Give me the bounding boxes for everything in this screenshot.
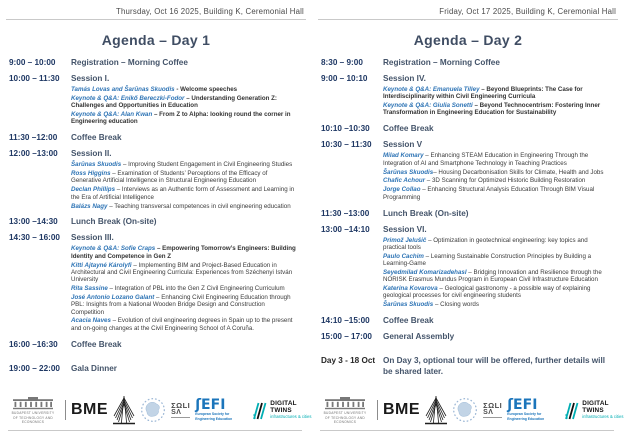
page-title: Agenda – Day 2	[413, 32, 523, 48]
row-content	[71, 58, 312, 68]
time-range: 9:00 – 10:00	[9, 58, 56, 67]
talk-title: – Teaching transversal competences in civil engineering education	[107, 202, 291, 210]
session-title: Session II.	[71, 149, 112, 159]
event-label: Coffee Break	[383, 124, 434, 134]
event-label: Lunch Break (On-site)	[383, 208, 469, 218]
session-title: Session V	[383, 140, 423, 150]
talk-item	[383, 102, 611, 117]
talk-title: – Improving Student Engagement in Civil Engineering Studies	[121, 161, 293, 169]
speaker-name: Keynote & Q&A: Alan Kwan	[71, 111, 153, 119]
page-title: Agenda – Day 1	[101, 32, 211, 48]
bme-caption-line1: BUDAPEST UNIVERSITY	[323, 410, 367, 415]
talk-item	[71, 203, 299, 210]
eclisa-line2: SΛ	[171, 409, 190, 418]
university-building-icon	[325, 397, 365, 410]
agenda-row-session	[312, 140, 624, 202]
agenda-row-session	[312, 225, 624, 311]
talk-item	[71, 245, 299, 260]
talk-item	[383, 237, 611, 252]
footer-divider	[320, 430, 614, 431]
agenda-rows	[312, 58, 624, 383]
talk-title: – Geological gastronomy - a possible way of explaining geological processes for civil engineering students	[383, 285, 591, 300]
europe-map-icon	[140, 397, 166, 423]
time-range: 9:00 – 10:10	[321, 74, 368, 83]
agenda-row-event	[312, 316, 624, 326]
bme-caption-line2: OF TECHNOLOGY AND ECONOMICS	[12, 415, 54, 424]
time-range: 19:00 – 22:00	[9, 363, 60, 373]
sefi-logo	[507, 399, 559, 420]
agenda-row-session	[0, 149, 312, 211]
dt-caption: infrastructures & cities	[270, 414, 312, 420]
bme-caption-line2: OF TECHNOLOGY AND ECONOMICS	[324, 415, 366, 424]
time-range: 15:00 – 17:00	[321, 332, 372, 342]
europe-map-icon	[452, 397, 478, 423]
bme-university-logo	[6, 397, 60, 424]
speaker-name: Balázs Nagy	[71, 202, 108, 210]
talk-item	[71, 262, 299, 284]
dt-caption: infrastructures & cities	[582, 414, 624, 420]
talk-item	[71, 186, 299, 201]
eclisa-line1: ΣΩLI	[171, 401, 191, 411]
header-divider	[6, 19, 306, 20]
sefi-wordmark: ʃEFI	[195, 397, 226, 414]
session-title: Session IV.	[383, 74, 426, 83]
row-content	[383, 74, 624, 118]
page-header-date: Friday, Oct 17 2025, Building K, Ceremonial Hall	[439, 7, 616, 16]
digital-twins-text	[270, 401, 311, 420]
row-content	[383, 209, 624, 219]
agenda-row-event	[0, 58, 312, 68]
time-range: 11:30 –13:00	[321, 208, 370, 218]
page-footer	[312, 393, 624, 434]
row-content	[383, 356, 624, 377]
row-content	[71, 149, 312, 211]
row-content	[71, 217, 312, 227]
speaker-name: Acacia Naves	[71, 317, 111, 325]
speaker-name: Milad Komary	[383, 152, 424, 160]
bme-abbrev-logo: BME	[383, 401, 421, 418]
page-header-date: Thursday, Oct 16 2025, Building K, Ceremonial Hall	[116, 7, 304, 16]
speaker-name: Keynote & Q&A: Emanuela Tilley	[383, 86, 480, 93]
session-title: Session VI.	[383, 224, 427, 234]
talk-title: – Interviews as an Authentic form of Assessment and Learning in the Era of Artificial Intelligence	[71, 186, 295, 201]
eclisa-partner-logo	[483, 402, 502, 418]
talk-title: – Enhancing Civil Engineering Education through PBL: Insights from a National Wooden Bridge Design and Construction Competition	[71, 293, 291, 316]
agenda-row-session	[0, 74, 312, 127]
event-label: On Day 3, optional tour will be offered, further details will be shared later.	[383, 356, 605, 376]
speaker-name: Tamás Lovas and Šarūnas Skuodis	[71, 86, 175, 93]
dt-line2: TWINS	[582, 406, 604, 414]
digital-twins-logo	[564, 400, 623, 420]
talk-item	[383, 253, 611, 268]
agenda-page-day2	[312, 0, 624, 434]
talk-title: – Optimization in geotechnical engineering: key topics and practical tools	[383, 236, 588, 251]
time-range: 14:30 – 16:00	[9, 233, 60, 243]
event-label: Coffee Break	[71, 133, 122, 143]
talk-title: – Implementing BIM and Project-Based Education in Architectural and Civil Engineering Curricula: Experiences from Széchenyi István University	[71, 261, 293, 284]
talk-item	[383, 152, 611, 167]
talk-item	[71, 170, 299, 185]
agenda-row-event	[312, 124, 624, 134]
talk-title: – Empowering Tomorrow’s Engineers: Building Identity and Competence in Gen Z	[71, 245, 296, 260]
time-range: 14:10 –15:00	[321, 316, 370, 326]
time-range: 11:30 –12:00	[9, 133, 58, 143]
talk-title: – Bridging Innovation and Resilience through the NORISK Erasmus Mundus Program in European Civil Infrastructure Education	[383, 268, 602, 284]
event-label: Registration – Morning Coffee	[383, 58, 500, 67]
agenda-row-event	[312, 209, 624, 219]
speaker-name: Šarūnas Skuodis	[383, 168, 434, 176]
talk-title: – Beyond Technocentrism: Fostering Inner Transformation in Engineering Education for Sustainability	[383, 102, 601, 117]
eclisa-partner-logo	[171, 402, 190, 418]
talk-title: – Evolution of civil engineering degrees in Spain up to the present and on-going changes at the Civil Engineering School of A Coruña.	[71, 317, 293, 332]
logo-divider	[377, 400, 378, 420]
talk-item	[71, 111, 299, 126]
row-content	[71, 133, 312, 143]
agenda-row-note	[312, 356, 624, 377]
talk-title: – Enhancing STEAM Education in Engineering Through the Integration of AI and Smartphone Technology in Teaching Practices	[383, 152, 589, 167]
time-range: 16:00 –16:30	[9, 339, 58, 349]
talk-title: – 3D Scanning for Optimized Historic Building Restoration	[425, 177, 586, 185]
sefi-logo	[195, 399, 247, 420]
agenda-row-event	[0, 133, 312, 143]
talk-item	[71, 294, 299, 316]
university-building-icon	[13, 397, 53, 410]
time-range: 13:00 –14:30	[9, 217, 58, 227]
footer-divider	[8, 430, 302, 431]
row-content	[71, 233, 312, 333]
time-range: 10:00 – 11:30	[9, 74, 60, 83]
row-content	[383, 225, 624, 311]
talk-item	[71, 161, 299, 168]
agenda-row-event	[312, 332, 624, 342]
talk-item	[383, 169, 611, 176]
agenda-rows	[0, 58, 312, 380]
event-label: Registration – Morning Coffee	[71, 58, 188, 67]
partner-logo-strip	[318, 393, 624, 427]
talk-title: – Examination of Students’ Perceptions of the Efficacy of Generative Artificial Intelligence in Structural Engineering Education	[71, 170, 268, 185]
eclisa-line2: SΛ	[483, 409, 502, 418]
talk-item	[383, 186, 611, 201]
row-content	[383, 316, 624, 326]
row-content	[71, 74, 312, 127]
time-range: 12:00 –13:00	[9, 149, 58, 159]
talk-item	[383, 285, 611, 300]
speaker-name: Declan Phillips	[71, 186, 116, 194]
talk-title: - Welcome speeches	[174, 86, 238, 93]
header-divider	[318, 19, 618, 20]
talk-title: – From Z to Alpha: looking round the corner in Engineering education	[71, 111, 291, 126]
row-content	[383, 332, 624, 342]
speaker-name: Ross Higgins	[71, 170, 111, 178]
agenda-row-event	[0, 217, 312, 227]
sefi-wordmark: ʃEFI	[507, 397, 538, 414]
time-range: 13:00 –14:10	[321, 224, 370, 234]
speaker-name: Keynote & Q&A: Enikő Bereczki-Fodor	[71, 94, 185, 102]
speaker-name: Seyedmilad Komarizadehasl	[383, 268, 467, 276]
bme-caption-line1: BUDAPEST UNIVERSITY	[11, 410, 55, 415]
speaker-name: José Antonio Lozano Galant	[71, 293, 155, 301]
bridge-icon	[425, 395, 447, 425]
bme-university-logo	[318, 397, 372, 424]
speaker-name: Katerina Kovarova	[383, 285, 438, 293]
talk-item	[71, 317, 299, 332]
event-label: Lunch Break (On-site)	[71, 217, 157, 227]
session-title: Session III.	[71, 233, 114, 243]
page-footer	[0, 393, 312, 434]
time-range: 8:30 – 9:00	[321, 58, 363, 67]
eclisa-line1: ΣΩLI	[483, 401, 503, 411]
event-label: General Assembly	[383, 332, 455, 342]
agenda-row-event	[312, 58, 624, 68]
talk-title: – Beyond Blueprints: The Case for Interdisciplinarity within Civil Engineering Curricula	[383, 86, 583, 101]
speaker-name: Primož Jelušič	[383, 236, 427, 244]
dt-line1: DIGITAL	[270, 399, 297, 407]
bridge-icon	[113, 395, 135, 425]
speaker-name: Rita Sassine	[71, 285, 108, 293]
agenda-row-event	[0, 340, 312, 350]
talk-title: – Integration of PBL into the Gen Z Civil Engineering Curriculum	[107, 285, 285, 293]
speaker-name: Chafic Achour	[383, 177, 426, 185]
speaker-name: Paulo Cachim	[383, 252, 424, 260]
time-range: 10:30 – 11:30	[321, 140, 372, 150]
session-title: Session I.	[71, 74, 110, 83]
talk-item	[71, 86, 299, 93]
speaker-name: Šarūnas Skuodis	[71, 161, 122, 169]
row-content	[383, 124, 624, 134]
talk-item	[383, 269, 611, 284]
event-label: Coffee Break	[383, 316, 434, 326]
digital-twins-logo	[252, 400, 311, 420]
logo-divider	[65, 400, 66, 420]
sefi-caption: European Society for Engineering Education	[507, 412, 545, 421]
talk-item	[71, 285, 299, 292]
speaker-name: Kitti Ajtayné Károlyfi	[71, 261, 132, 269]
event-label: Coffee Break	[71, 339, 122, 349]
speaker-name: Keynote & Q&A: Giulia Sonetti	[383, 102, 473, 110]
talk-title: – Understanding Generation Z: Challenges and Opportunities in Education	[71, 94, 277, 110]
agenda-row-session	[312, 74, 624, 118]
dt-line2: TWINS	[270, 406, 292, 414]
digital-twins-text	[582, 401, 623, 420]
dt-line1: DIGITAL	[582, 399, 609, 407]
digital-twins-icon	[252, 400, 268, 420]
time-range: 10:10 –10:30	[321, 124, 370, 134]
row-content	[383, 140, 624, 202]
speaker-name: Jorge Collao	[383, 186, 421, 194]
talk-title: – Learning Sustainable Construction Principles by Building a Learning-Game	[383, 252, 592, 268]
talk-item	[383, 177, 611, 184]
speaker-name: Keynote & Q&A: Sofie Craps	[71, 245, 156, 253]
partner-logo-strip	[6, 393, 312, 427]
sefi-caption: European Society for Engineering Education	[195, 412, 233, 421]
event-label: Gala Dinner	[71, 363, 117, 373]
talk-title: – Housing Decarbonisation Skills for Climate, Health and Jobs	[433, 168, 604, 176]
agenda-row-session	[0, 233, 312, 333]
talk-item	[71, 95, 299, 110]
row-content	[383, 58, 624, 68]
digital-twins-icon	[564, 400, 580, 420]
talk-item	[383, 86, 611, 101]
talk-item	[383, 301, 611, 308]
speaker-name: Šarūnas Skuodis	[383, 301, 434, 309]
row-content	[71, 364, 312, 374]
row-content	[71, 340, 312, 350]
talk-title: – Closing words	[433, 301, 479, 309]
bme-abbrev-logo: BME	[71, 401, 109, 418]
talk-title: – Enhancing Structural Analysis Education Through BIM Visual Programming	[383, 186, 595, 201]
agenda-row-event	[0, 364, 312, 374]
time-range: Day 3 - 18 Oct	[321, 356, 376, 366]
